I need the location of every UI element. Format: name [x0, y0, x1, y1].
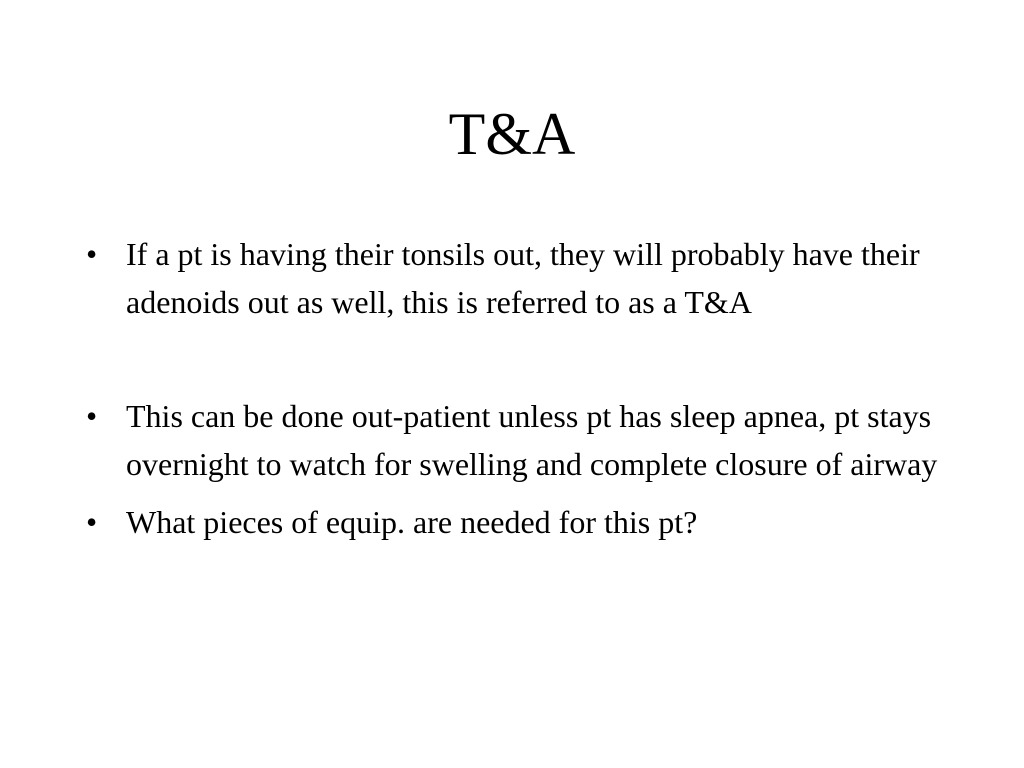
bullet-item	[86, 392, 966, 488]
bullet-marker: •	[86, 504, 98, 540]
bullet-text: If a pt is having their tonsils out, they will probably have their adenoids out as well, this is referred to as a T&A	[126, 236, 920, 320]
bullet-text: This can be done out-patient unless pt has sleep apnea, pt stays overnight to watch for swelling and complete closure of airway	[126, 398, 938, 482]
bullet-list	[86, 230, 966, 546]
bullet-marker: •	[86, 398, 98, 434]
bullet-text: What pieces of equip. are needed for this pt?	[126, 504, 698, 540]
bullet-marker: •	[86, 236, 98, 272]
bullet-item	[86, 498, 966, 546]
bullet-item	[86, 230, 966, 326]
slide-title: T&A	[448, 101, 576, 167]
